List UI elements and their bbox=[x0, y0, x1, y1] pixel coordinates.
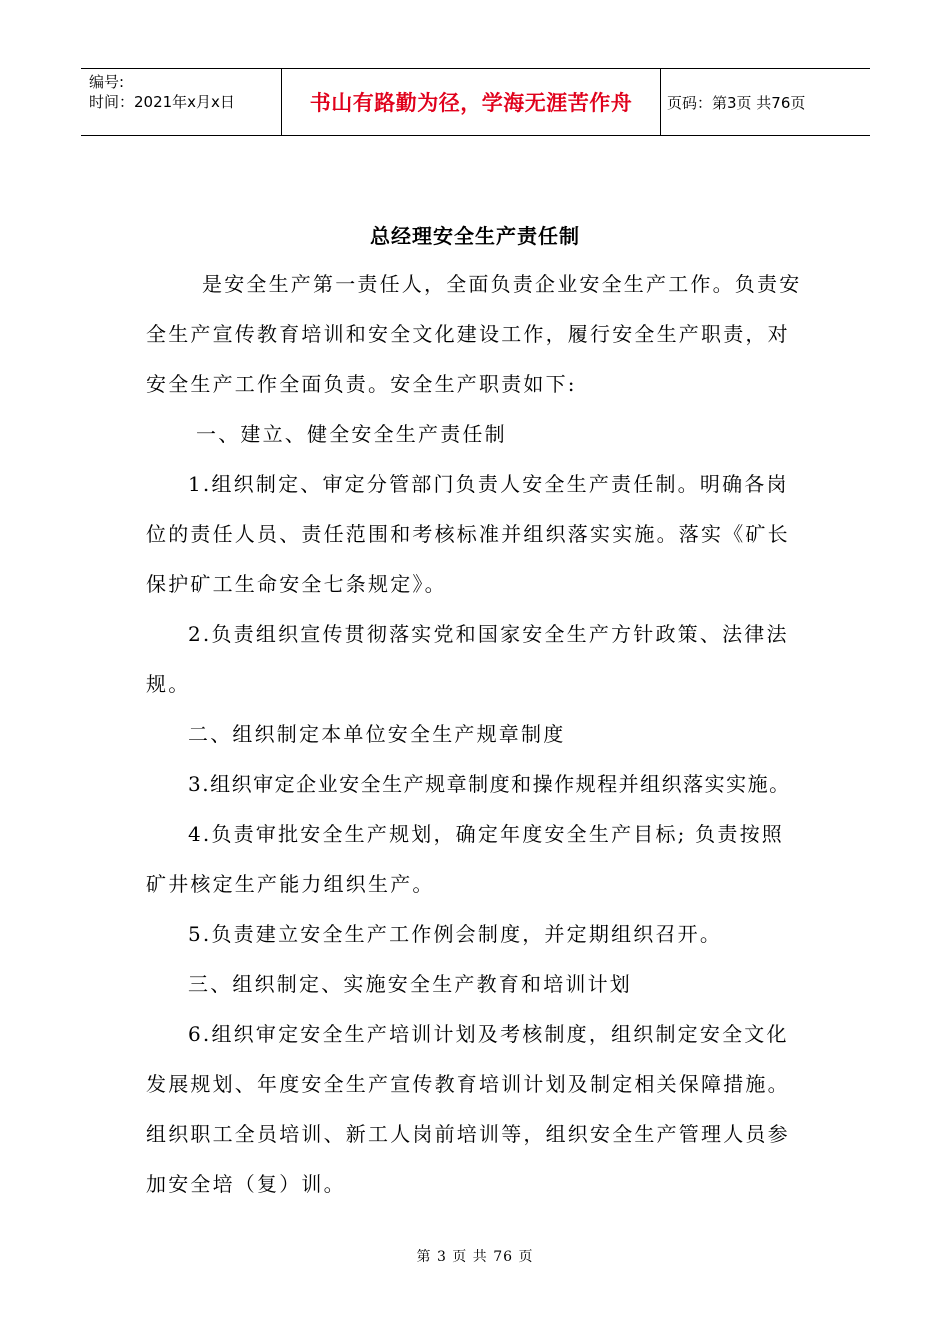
page-footer: 第 3 页 共 76 页 bbox=[416, 1249, 534, 1265]
section-heading: 一、建立、健全安全生产责任制 bbox=[196, 422, 507, 446]
time-label: 时间：2021年x月x日 bbox=[89, 93, 235, 111]
paragraph-line: 全生产宣传教育培训和安全文化建设工作，履行安全生产职责，对 bbox=[146, 322, 790, 346]
paragraph-line: 2.负责组织宣传贯彻落实党和国家安全生产方针政策、法律法 bbox=[188, 622, 789, 646]
paragraph-line: 保护矿工生命安全七条规定》。 bbox=[146, 572, 447, 596]
paragraph-line: 3.组织审定企业安全生产规章制度和操作规程并组织落实实施。 bbox=[188, 772, 791, 796]
paragraph-line: 位的责任人员、责任范围和考核标准并组织落实实施。落实《矿长 bbox=[146, 522, 790, 546]
header-meta-cell bbox=[81, 69, 282, 135]
number-label: 编号: bbox=[89, 73, 125, 91]
paragraph-line: 加安全培（复）训。 bbox=[146, 1172, 346, 1196]
motto: 书山有路勤为径，学海无涯苦作舟 bbox=[282, 69, 661, 135]
paragraph-line: 是安全生产第一责任人，全面负责企业安全生产工作。负责安 bbox=[202, 272, 802, 296]
paragraph-line: 6.组织审定安全生产培训计划及考核制度，组织制定安全文化 bbox=[188, 1022, 789, 1046]
paragraph-line: 规。 bbox=[146, 672, 191, 696]
paragraph-line: 发展规划、年度安全生产宣传教育培训计划及制定相关保障措施。 bbox=[146, 1072, 790, 1096]
page-info: 页码：第3页 共76页 bbox=[667, 94, 806, 112]
document-title: 总经理安全生产责任制 bbox=[370, 224, 580, 248]
paragraph-line: 1.组织制定、审定分管部门负责人安全生产责任制。明确各岗 bbox=[188, 472, 789, 496]
paragraph-line: 组织职工全员培训、新工人岗前培训等，组织安全生产管理人员参 bbox=[146, 1122, 790, 1146]
paragraph-line: 5.负责建立安全生产工作例会制度，并定期组织召开。 bbox=[188, 922, 723, 946]
section-heading: 二、组织制定本单位安全生产规章制度 bbox=[188, 722, 566, 746]
paragraph-line: 4.负责审批安全生产规划，确定年度安全生产目标; 负责按照 bbox=[188, 822, 784, 846]
section-heading: 三、组织制定、实施安全生产教育和培训计划 bbox=[188, 972, 632, 996]
paragraph-line: 安全生产工作全面负责。安全生产职责如下: bbox=[146, 372, 577, 396]
document-header bbox=[81, 68, 870, 136]
paragraph-line: 矿井核定生产能力组织生产。 bbox=[146, 872, 435, 896]
